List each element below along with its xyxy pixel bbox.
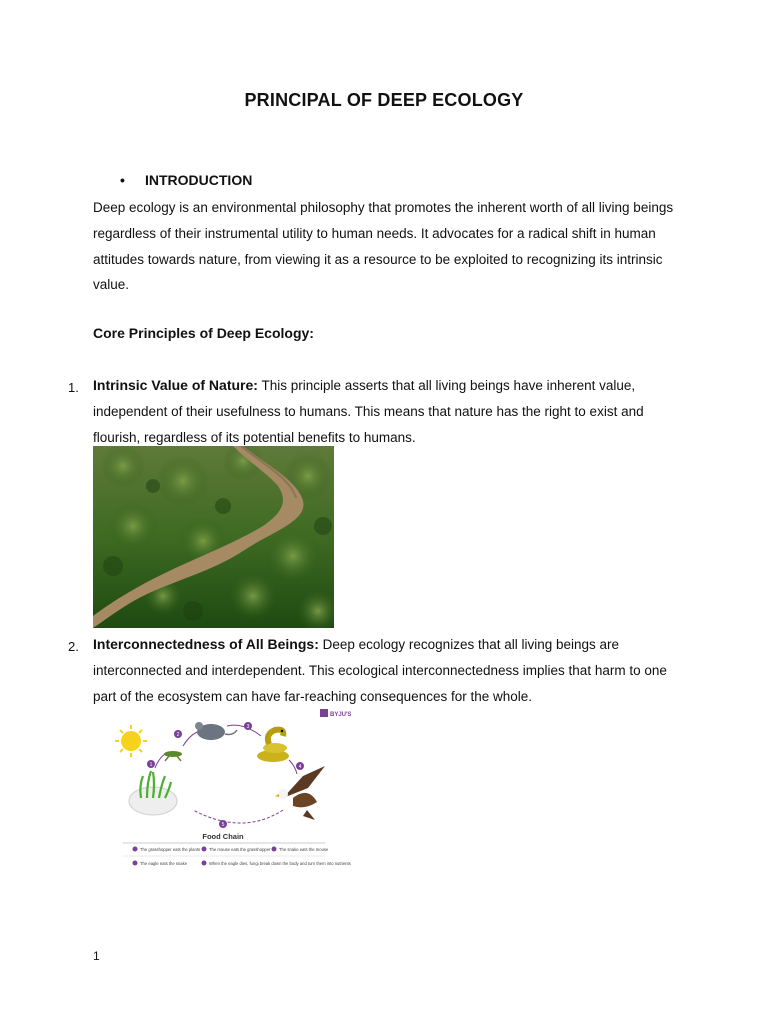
step-number: 1 <box>149 762 153 768</box>
step-markers <box>147 722 304 828</box>
rainforest-river-image <box>93 446 334 628</box>
grass-icon <box>129 771 177 815</box>
core-principles-heading: Core Principles of Deep Ecology: <box>93 325 314 341</box>
legend-item: The grasshopper eats the plants <box>140 847 201 852</box>
principle-title: Intrinsic Value of Nature: <box>93 377 258 393</box>
legend-item: The mouse eats the grasshopper <box>209 847 271 852</box>
grasshopper-icon <box>164 751 182 761</box>
principle-title: Interconnectedness of All Beings: <box>93 636 319 652</box>
principle-paragraph <box>93 632 683 709</box>
principle-number: 1. <box>68 380 79 395</box>
sun-icon <box>115 725 147 757</box>
principle-paragraph <box>93 373 683 450</box>
brand-label: BYJU'S <box>330 712 352 718</box>
step-number: 4 <box>298 764 302 770</box>
rainforest-river-illustration <box>93 446 334 628</box>
principle-text: Deep ecology recognizes that all living beings are interconnected and interdependent. This ecological interconnectedness implies that harm to one part of the ecosystem can have far-reaching consequences for the whole. <box>93 637 667 704</box>
step-number: 3 <box>246 724 250 730</box>
document-title: PRINCIPAL OF DEEP ECOLOGY <box>244 90 524 110</box>
eagle-icon <box>275 766 325 820</box>
snake-icon <box>257 730 289 762</box>
principle-text: This principle asserts that all living beings have inherent value, independent of their usefulness to humans. This means that nature has the right to exist and flourish, regardless of its potential benefits to humans. <box>93 378 644 445</box>
food-chain-illustration <box>93 706 353 886</box>
bullet-dot: • <box>120 172 125 188</box>
brand-logo-icon <box>320 709 328 717</box>
step-number: 2 <box>176 732 180 738</box>
principle-number: 2. <box>68 639 79 654</box>
intro-paragraph: Deep ecology is an environmental philosophy that promotes the inherent worth of all living beings regardless of their instrumental utility to human needs. It advocates for a radical shift in human attitudes towards nature, from viewing it as a resource to be exploited to recognizing its intrinsic value. <box>93 200 674 293</box>
figure-title: Food Chain <box>202 832 244 841</box>
mouse-icon <box>195 722 237 740</box>
legend-item: The eagle eats the snake <box>140 861 188 866</box>
step-number: 5 <box>221 822 225 828</box>
page-number: 1 <box>93 949 100 963</box>
intro-heading: INTRODUCTION <box>145 172 253 188</box>
food-chain-diagram <box>93 706 353 886</box>
intro-bullet <box>120 172 252 188</box>
legend-item: The snake eats the mouse <box>279 847 329 852</box>
legend-item: When the eagle dies, fungi break down the body and turn them into nutrients <box>209 861 351 866</box>
